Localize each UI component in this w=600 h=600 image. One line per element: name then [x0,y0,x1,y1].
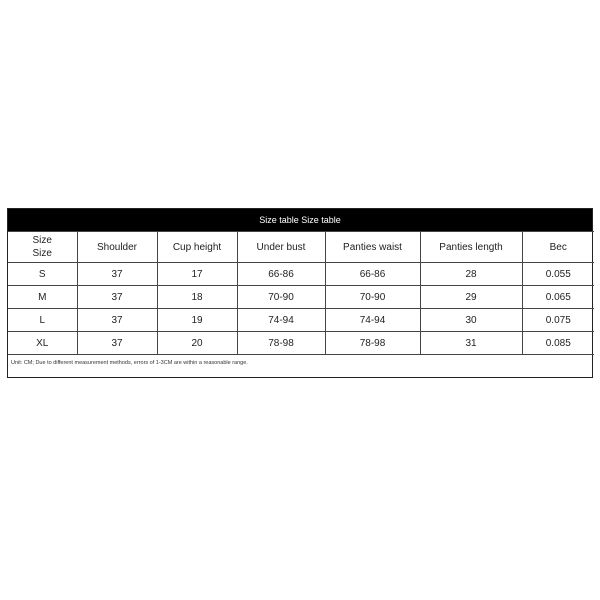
panties-waist-cell: 74-94 [325,309,420,332]
cup-height-cell: 18 [157,286,237,309]
panties-waist-cell: 70-90 [325,286,420,309]
header-size [8,232,77,263]
header-row [8,232,594,263]
shoulder-cell: 37 [77,286,157,309]
under-bust-cell: 78-98 [237,332,325,355]
header-size-sublabel: Size [32,248,52,259]
cup-height-cell: 19 [157,309,237,332]
shoulder-cell: 37 [77,309,157,332]
panties-length-cell: 30 [420,309,522,332]
panties-length-cell: 28 [420,263,522,286]
measurement-note: Unit: CM; Due to different measurement methods, errors of 1-3CM are within a reasonable range. [11,360,248,366]
cup-height-cell: 20 [157,332,237,355]
table-row [8,309,594,332]
bec-cell: 0.075 [522,309,594,332]
header-panties-length: Panties length [420,232,522,263]
panties-waist-cell: 78-98 [325,332,420,355]
header-panties-waist: Panties waist [325,232,420,263]
size-cell: S [8,263,77,286]
size-cell: XL [8,332,77,355]
table-row [8,263,594,286]
table-title: Size table Size table [8,209,592,231]
bec-cell: 0.065 [522,286,594,309]
under-bust-cell: 70-90 [237,286,325,309]
bec-cell: 0.055 [522,263,594,286]
shoulder-cell: 37 [77,332,157,355]
cup-height-cell: 17 [157,263,237,286]
shoulder-cell: 37 [77,263,157,286]
size-cell: M [8,286,77,309]
size-grid [8,231,594,355]
header-shoulder: Shoulder [77,232,157,263]
under-bust-cell: 66-86 [237,263,325,286]
bec-cell: 0.085 [522,332,594,355]
header-cup-height: Cup height [157,232,237,263]
panties-length-cell: 31 [420,332,522,355]
under-bust-cell: 74-94 [237,309,325,332]
header-under-bust: Under bust [237,232,325,263]
header-bec: Bec [522,232,594,263]
table-row [8,332,594,355]
size-cell: L [8,309,77,332]
size-table [7,208,593,378]
table-row [8,286,594,309]
panties-waist-cell: 66-86 [325,263,420,286]
header-size-label: Size [32,235,52,246]
panties-length-cell: 29 [420,286,522,309]
